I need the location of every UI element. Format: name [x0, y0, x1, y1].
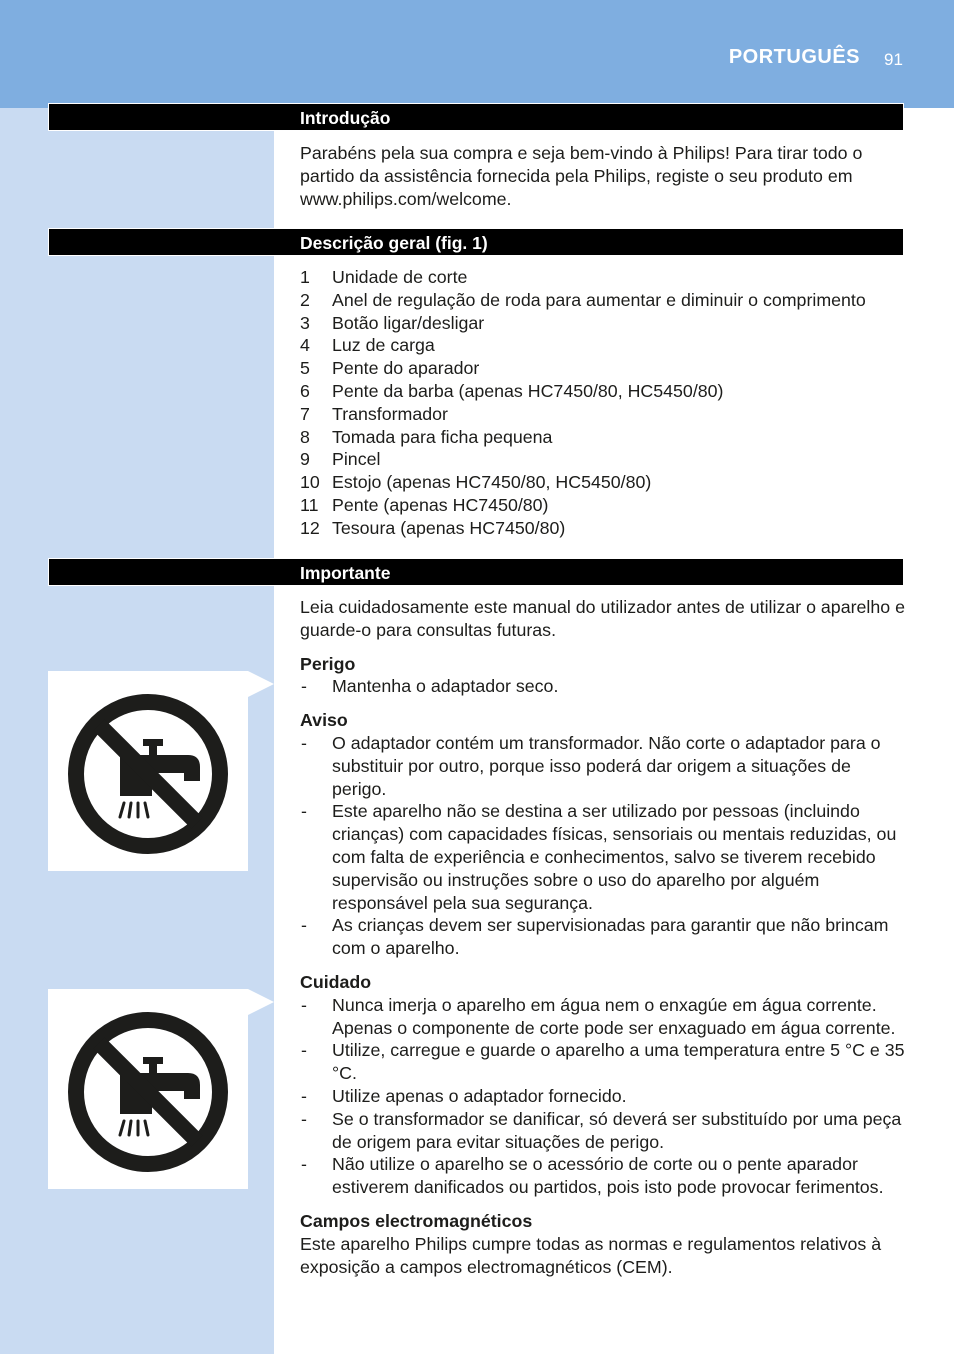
right-margin	[906, 108, 954, 1354]
page-number: 91	[884, 50, 903, 69]
list-item	[300, 1153, 906, 1199]
dash-marker: -	[301, 1085, 307, 1106]
item-label: Luz de carga	[332, 335, 435, 356]
list-item	[300, 403, 906, 426]
section-bar-intro	[48, 103, 904, 131]
no-water-tap-icon	[48, 671, 248, 871]
list-item	[300, 732, 906, 800]
item-text: Mantenha o adaptador seco.	[332, 676, 559, 697]
item-number: 3	[300, 312, 310, 333]
item-number: 2	[300, 289, 310, 310]
item-number: 8	[300, 426, 310, 447]
list-item	[300, 1039, 906, 1085]
item-text: Não utilize o aparelho se o acessório de corte ou o pente aparador estiverem danificados ou partidos, pois isto pode provocar ferimentos.	[332, 1154, 884, 1198]
intro-paragraph: Parabéns pela sua compra e seja bem-vindo à Philips! Para tirar todo o partido da assistência fornecida pela Philips, registe o seu produto em www.philips.com/welcome.	[300, 143, 863, 209]
section-title: Importante	[300, 563, 391, 583]
list-item	[300, 494, 906, 517]
warning-heading: Aviso	[300, 710, 348, 731]
dash-marker: -	[301, 801, 307, 822]
item-number: 4	[300, 335, 310, 356]
item-number: 10	[300, 472, 320, 493]
section-title: Introdução	[300, 108, 391, 128]
icon-pointer	[248, 671, 274, 697]
item-number: 12	[300, 517, 320, 538]
item-text: Se o transformador se danificar, só deverá ser substituído por uma peça de origem para evitar situações de perigo.	[332, 1108, 902, 1152]
item-text: Este aparelho não se destina a ser utilizado por pessoas (incluindo crianças) com capacidades físicas, sensoriais ou mentais reduzidas, ou com falta de experiência e conhecimentos, salvo se tiverem recebido supervisão ou instruções sobre o uso do aparelho por alguém responsável pela sua segurança.	[332, 801, 897, 913]
section-title: Descrição geral (fig. 1)	[300, 233, 488, 253]
list-item	[300, 675, 906, 698]
list-item	[300, 289, 906, 312]
item-text: O adaptador contém um transformador. Não corte o adaptador para o substituir por outro, porque isso poderá dar origem a situações de perigo.	[332, 732, 881, 799]
dash-marker: -	[301, 994, 307, 1015]
dash-marker: -	[301, 732, 307, 753]
caution-list	[300, 994, 906, 1199]
list-item	[300, 914, 906, 960]
list-item	[300, 448, 906, 471]
dash-marker: -	[301, 915, 307, 936]
intro-text-block	[300, 142, 906, 210]
item-text: As crianças devem ser supervisionadas para garantir que não brincam com o aparelho.	[332, 915, 889, 959]
section-bar-important	[48, 558, 904, 586]
item-text: Utilize, carregue e guarde o aparelho a uma temperatura entre 5 °C e 35 °C.	[332, 1040, 905, 1084]
list-item	[300, 517, 906, 540]
item-label: Pente da barba (apenas HC7450/80, HC5450/80)	[332, 380, 724, 401]
item-label: Tesoura (apenas HC7450/80)	[332, 517, 566, 538]
no-water-icon-box	[48, 671, 248, 871]
dash-marker: -	[301, 1040, 307, 1061]
icon-pointer	[248, 989, 274, 1015]
danger-list	[300, 675, 906, 698]
item-label: Transformador	[332, 403, 448, 424]
item-label: Anel de regulação de roda para aumentar e diminuir o comprimento	[332, 289, 866, 310]
dash-marker: -	[301, 1108, 307, 1129]
overview-list	[300, 266, 906, 540]
item-number: 6	[300, 380, 310, 401]
list-item	[300, 1108, 906, 1154]
caution-heading: Cuidado	[300, 971, 372, 992]
list-item	[300, 800, 906, 914]
item-label: Pente do aparador	[332, 358, 480, 379]
item-text: Utilize apenas o adaptador fornecido.	[332, 1085, 627, 1106]
list-item	[300, 312, 906, 335]
overview-list-block	[300, 266, 906, 540]
dash-marker: -	[301, 1154, 307, 1175]
important-intro: Leia cuidadosamente este manual do utilizador antes de utilizar o aparelho e guarde-o para consultas futuras.	[300, 597, 905, 640]
list-item	[300, 357, 906, 380]
warning-list	[300, 732, 906, 960]
item-text: Nunca imerja o aparelho em água nem o enxagúe em água corrente. Apenas o componente de corte pode ser enxaguado em água corrente.	[332, 994, 896, 1038]
list-item	[300, 426, 906, 449]
list-item	[300, 266, 906, 289]
item-label: Pente (apenas HC7450/80)	[332, 494, 549, 515]
item-label: Tomada para ficha pequena	[332, 426, 553, 447]
list-item	[300, 471, 906, 494]
item-label: Botão ligar/desligar	[332, 312, 485, 333]
list-item	[300, 334, 906, 357]
list-item	[300, 380, 906, 403]
no-water-icon-box	[48, 989, 248, 1189]
item-number: 11	[300, 494, 319, 515]
important-text-block	[300, 596, 906, 1278]
emf-heading: Campos electromagnéticos	[300, 1210, 533, 1231]
item-label: Unidade de corte	[332, 267, 468, 287]
emf-paragraph: Este aparelho Philips cumpre todas as normas e regulamentos relativos à exposição a campos electromagnéticos (CEM).	[300, 1233, 882, 1277]
item-number: 7	[300, 403, 310, 424]
item-number: 9	[300, 449, 310, 470]
item-number: 1	[300, 267, 310, 287]
list-item	[300, 1085, 906, 1108]
no-water-tap-icon	[48, 989, 248, 1189]
language-label: PORTUGUÊS	[728, 46, 860, 68]
dash-marker: -	[301, 676, 307, 697]
item-label: Estojo (apenas HC7450/80, HC5450/80)	[332, 472, 652, 493]
danger-heading: Perigo	[300, 653, 356, 674]
section-bar-overview	[48, 228, 904, 256]
item-label: Pincel	[332, 449, 381, 470]
item-number: 5	[300, 358, 310, 379]
list-item	[300, 994, 906, 1040]
